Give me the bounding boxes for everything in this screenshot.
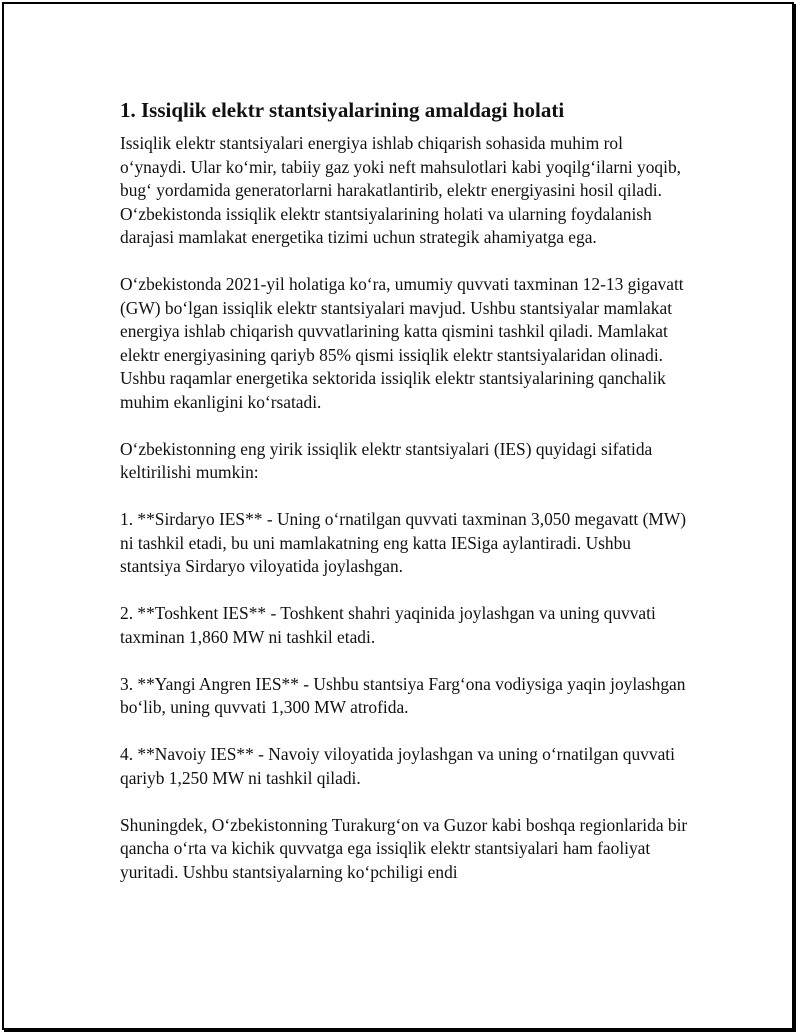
- paragraph-intro: Issiqlik elektr stantsiyalari energiya ishlab chiqarish sohasida muhim rol o‘ynaydi. Ular ko‘mir, tabiiy gaz yoki neft mahsulotlari kabi yoqilg‘ilarni yoqib, bug‘ yordamida generatorlarni harakatlantirib, elektr energiyasini hosil qiladi. O‘zbekistonda issiqlik elektr stantsiyalarining holati va ularning foydalanish darajasi mamlakat energetika tizimi uchun strategik ahamiyatga ega.: [120, 133, 681, 247]
- list-item-navoiy: 4. **Navoiy IES** - Navoiy viloyatida joylashgan va uning o‘rnatilgan quvvati qariyb 1,250 MW ni tashkil qiladi.: [120, 744, 675, 788]
- list-item-toshkent: 2. **Toshkent IES** - Toshkent shahri yaqinida joylashgan va uning quvvati taxminan 1,860 MW ni tashkil etadi.: [120, 603, 656, 647]
- list-item-yangi-angren: 3. **Yangi Angren IES** - Ushbu stantsiya Farg‘ona vodiysiga yaqin joylashgan bo‘lib, uning quvvati 1,300 MW atrofida.: [120, 673, 686, 717]
- page-frame: [2, 2, 794, 1030]
- document-body: [120, 96, 692, 908]
- list-item-sirdaryo: 1. **Sirdaryo IES** - Uning o‘rnatilgan quvvati taxminan 3,050 megavatt (MW) ni tashkil etadi, bu uni mamlakatning eng katta IESiga aylantiradi. Ushbu stantsiya Sirdaryo viloyatida joylashgan.: [120, 509, 687, 576]
- paragraph-capacity: O‘zbekistonda 2021-yil holatiga ko‘ra, umumiy quvvati taxminan 12-13 gigavatt (GW) bo‘lgan issiqlik elektr stantsiyalari mavjud. Ushbu stantsiyalar mamlakat energiya ishlab chiqarish quvvatlarining katta qismini tashkil qiladi. Mamlakat elektr energiyasining qariyb 85% qismi issiqlik elektr stantsiyalaridan olinadi. Ushbu raqamlar energetika sektorida issiqlik elektr stantsiyalarining qanchalik muhim ekanligini ko‘rsatadi.: [120, 274, 684, 412]
- section-heading: 1. Issiqlik elektr stantsiyalarining amaldagi holati: [120, 98, 565, 122]
- paragraph-closing: Shuningdek, O‘zbekistonning Turakurg‘on va Guzor kabi boshqa regionlarida bir qancha o‘rta va kichik quvvatga ega issiqlik elektr stantsiyalari ham faoliyat yuritadi. Ushbu stantsiyalarning ko‘pchiligi endi: [120, 814, 688, 882]
- paragraph-list-intro: O‘zbekistonning eng yirik issiqlik elektr stantsiyalari (IES) quyidagi sifatida keltirilishi mumkin:: [120, 438, 653, 482]
